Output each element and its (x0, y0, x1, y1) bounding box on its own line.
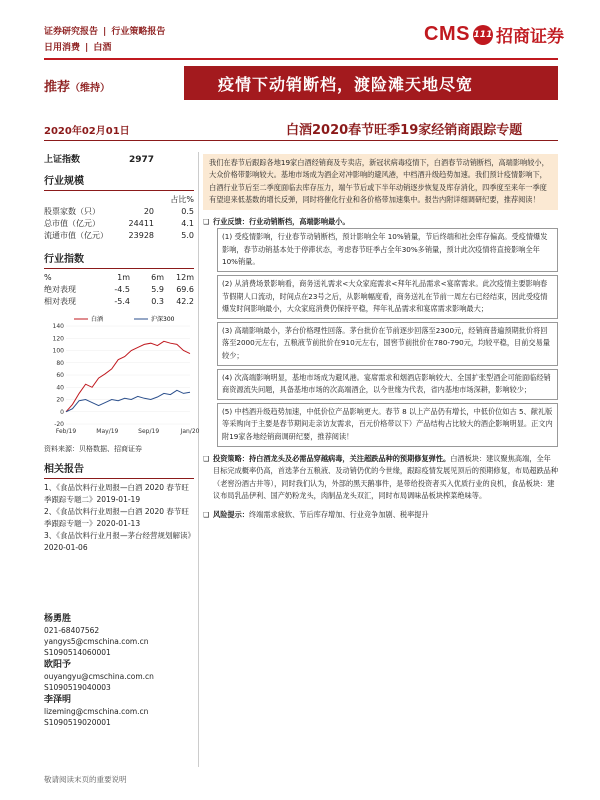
sub-industry-name: 白酒 (93, 43, 112, 53)
scale-row: 总市值（亿元） 24411 4.1 (44, 219, 194, 228)
header-divider (44, 58, 558, 60)
y-tick-label: 40 (56, 384, 64, 392)
main-content (203, 154, 558, 522)
analyst-card (44, 660, 194, 693)
chart-source: 资料来源：贝格数据、招商证券 (44, 445, 142, 453)
bullet-strategy: ❑ 投资策略：持白酒龙头及必需品穿越病毒，关注超跌品种的预期修复弹性。白酒板块：建议聚焦高端，全年目标完成概率仍高，首选茅台五粮液、及动销仍优的今世缘，跟踪疫情发展见顶后的预期修复，布局超跌品种（老窖汾酒古井等），同时我们认为，外部的黑天鹅事件，是带给投资者买入优质行业的良机，食品板块：建议布局乳品伊利、国产奶粉龙头，肉制品龙头双汇，同时布局调味品板块榨菜绝味等。 (203, 453, 558, 503)
analyst-card (44, 614, 194, 658)
para-1: (1) 受疫情影响，行业春节动销断档，预计影响全年 10%销量，节后终端和社会库存偏高。受疫情爆发影响，春节动销基本处于停滞状态，考虑春节旺季占全年30%多销量，预计此次疫情将直接影响全年10%销量。 (217, 228, 558, 272)
legend-label: 沪深300 (151, 316, 175, 323)
y-tick-label: 140 (52, 323, 64, 330)
legend-label: 白酒 (91, 316, 104, 323)
scale-title: 行业规模 (44, 172, 194, 191)
x-tick-label: Sep/19 (138, 428, 160, 435)
scale-row: 流通市值（亿元） 23928 5.0 (44, 231, 194, 240)
related-title: 相关报告 (44, 460, 194, 479)
report-date: 2020年02月01日 (44, 126, 130, 137)
analyst-name: 李泽明 (44, 695, 72, 705)
y-tick-label: -20 (54, 421, 64, 428)
analyst-detail: S1090514060001 (44, 648, 111, 657)
perf-table (44, 272, 194, 308)
summary-box: 我们在春节后跟踪各地19家白酒经销商及专卖店，新冠状病毒疫情下，白酒春节动销断档，高端影响较小，大众价格带影响较大。基地市场成为酒企对冲影响的避风港，中档酒升级趋势加速。我们预计疫情影响下，白酒行业节后至二季度面临去库存压力，端午节后或下半年动销逐步恢复及库存消化，四季度至来年一季度有望迎来低基数的增长反弹，同时将催化行业和各价格带加速集中。报告内附详细调研纪要，推荐阅读！ (203, 154, 558, 210)
scale-row: 股票家数（只） 20 0.5 (44, 207, 194, 216)
perf-title: 行业指数 (44, 250, 194, 269)
para-4: (4) 次高端影响明显，基地市场成为避风港。宴席需求和烟酒店影响较大、全国扩张型酒企可能面临经销商资源流失问题，具备基地市场的次高端酒企，以今世缘为代表，省内基地市场深耕，影响较少； (217, 369, 558, 400)
analyst-detail: 021-68407562 (44, 626, 100, 635)
related-item[interactable]: 3、《食品饮料行业月报—茅台经营规划解读》2020-01-06 (44, 531, 192, 552)
rating: 推荐（维持） (44, 80, 111, 95)
analyst-detail: ouyangyu@cmschina.com.cn (44, 672, 154, 681)
perf-row: 绝对表现 -4.5 5.9 69.6 (44, 285, 194, 294)
report-subcategory: 行业策略报告 (111, 27, 166, 37)
analyst-detail: lizeming@cmschina.com.cn (44, 707, 149, 716)
x-tick-label: Feb/19 (55, 428, 77, 435)
subtitle-divider (44, 140, 558, 141)
related-item[interactable]: 2、《食品饮料行业周报—白酒 2020 春节旺季跟踪专题一》2020-01-13 (44, 507, 189, 528)
analyst-detail: S1090519040003 (44, 683, 111, 692)
report-title: 疫情下动销断档，渡险滩天地尽宽 (184, 66, 558, 100)
related-item[interactable]: 1、《食品饮料行业周报—白酒 2020 春节旺季跟踪专题二》2019-01-19 (44, 483, 189, 504)
bullet-industry: ❑ 行业反馈：行业动销断档，高端影响最小。 (203, 216, 558, 229)
bullet-risk: ❑ 风险提示：终端需求疲软、节后库存增加、行业竞争加剧、税率提升 (203, 509, 558, 522)
bullet-square-icon: ❑ (203, 217, 210, 226)
analyst-name: 杨勇胜 (44, 614, 72, 624)
bullet-square-icon: ❑ (203, 454, 210, 463)
series-line-0 (66, 341, 190, 412)
para-5: (5) 中档酒升级趋势加速，中低价位产品影响更大。春节 8 以上产品仍有增长，中低价位如古 5、献礼版等采购向于主要是春节期间走亲访友需求，百元价格带以下）产品结构占比较大的酒企影响明显。正文内附19家各地经销商调研纪要，推荐阅读！ (217, 403, 558, 447)
footer-note: 敬请阅读末页的重要说明 (44, 775, 127, 784)
industry-tag: 日用消费 | 白酒 (44, 43, 112, 53)
perf-header: % 1m 6m 12m (44, 273, 194, 282)
report-subtitle: 白酒2020春节旺季19家经销商跟踪专题 (286, 123, 523, 138)
analyst-detail: S1090519020001 (44, 718, 111, 727)
para-2: (2) 从消费场景影响看，商务送礼需求<大众家庭需求<拜年礼品需求<宴席需求。此次疫情主要影响春节假期人口流动，时间点在23号之后，从影响幅度看，商务送礼在节前一周左右已经结束，因此受疫情爆发时间影响最小，大众家庭消费仍保持平稳，拜年礼品需求和宴席需求影响最大； (217, 275, 558, 319)
y-tick-label: 80 (56, 359, 64, 367)
y-tick-label: 60 (56, 372, 64, 379)
scale-table (44, 206, 194, 242)
y-tick-label: 120 (52, 335, 64, 343)
bullet-square-icon: ❑ (203, 510, 210, 519)
industry-name: 日用消费 (44, 43, 81, 53)
report-category: 证券研究报告 (44, 27, 99, 37)
index-chart (44, 312, 200, 440)
perf-row: 相对表现 -5.4 0.3 42.2 (44, 297, 194, 306)
y-tick-label: 20 (56, 396, 64, 404)
report-type: 证券研究报告 | 行业策略报告 (44, 27, 166, 37)
series-line-1 (66, 390, 190, 412)
x-tick-label: Jan/20 (180, 428, 200, 435)
sidebar (44, 146, 200, 728)
para-3: (3) 高端影响最小，茅台价格理性回落。茅台批价在节前逐步回落至2300元，经销商普遍预期批价将回落至2000元左右，五粮液节前批价在910元左右，国窖节前批价在780-790元，均较平稳，目前交易量较少； (217, 322, 558, 366)
analyst-list (44, 614, 194, 728)
y-tick-label: 0 (60, 408, 64, 416)
index-row: 上证指数 2977 (44, 155, 154, 165)
analyst-card (44, 695, 194, 728)
analyst-detail: yangys5@cmschina.com.cn (44, 637, 149, 646)
x-tick-label: May/19 (96, 428, 119, 435)
company-logo: CMS 111 招商证券 (424, 23, 564, 47)
column-divider (198, 152, 199, 767)
analyst-name: 欧阳予 (44, 660, 72, 670)
y-tick-label: 100 (52, 347, 64, 355)
related-list (44, 482, 194, 554)
scale-header: 占比% (170, 195, 194, 204)
